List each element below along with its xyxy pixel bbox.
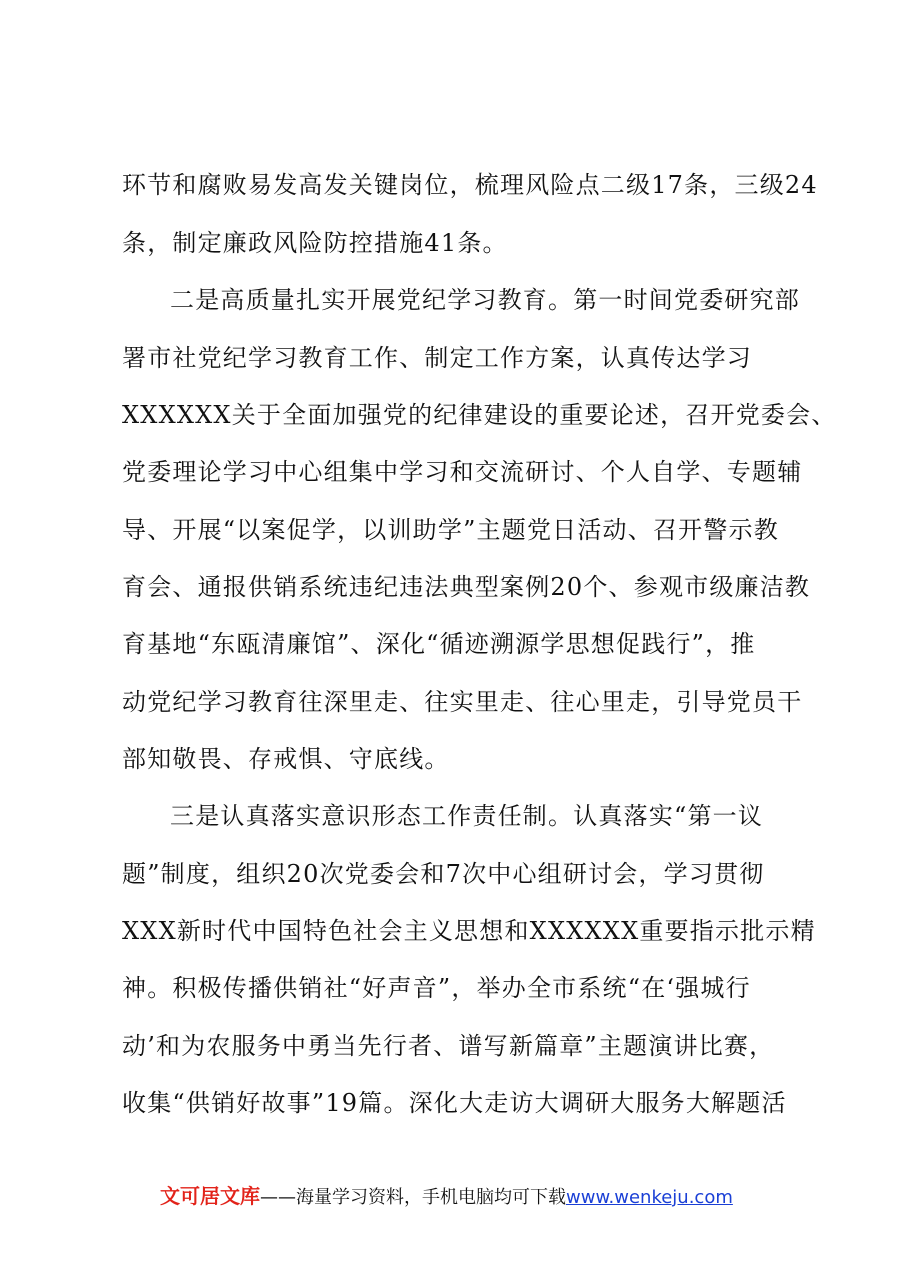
paragraph-line: 条，制定廉政风险防控措施41条。 [122,229,508,257]
footer-tagline: ——海量学习资料，手机电脑均可下载 [260,1187,566,1208]
paragraph-line: 题”制度，组织20次党委会和7次中心组研讨会，学习贯彻 [122,860,765,888]
paragraph-line: 署市社党纪学习教育工作、制定工作方案，认真传达学习 [122,344,752,372]
paragraph-line: 党委理论学习中心组集中学习和交流研讨、个人自学、专题辅 [122,458,803,486]
brand-name: 文可居文库 [160,1184,260,1208]
footer-watermark [160,1180,800,1212]
site-link[interactable]: www.wenkeju.com [566,1187,733,1208]
paragraph-line: 导、开展“以案促学，以训助学”主题党日活动、召开警示教 [122,516,779,544]
paragraph-line: 收集“供销好故事”19篇。深化大走访大调研大服务大解题活 [122,1089,787,1117]
paragraph-line: 神。积极传播供销社“好声音”，举办全市系统“在‘强城行 [122,974,751,1002]
paragraph-line: 三是认真落实意识形态工作责任制。认真落实“第一议 [170,802,764,830]
paragraph-line: 部知敬畏、存戒惧、守底线。 [122,745,450,773]
paragraph-line: 动党纪学习教育往深里走、往实里走、往心里走，引导党员干 [122,688,803,716]
paragraph-line: 二是高质量扎实开展党纪学习教育。第一时间党委研究部 [170,286,800,314]
paragraph-line: 动’和为农服务中勇当先行者、谱写新篇章”主题演讲比赛， [122,1032,775,1060]
paragraph-line: 育会、通报供销系统违纪违法典型案例20个、参观市级廉洁教 [122,573,811,601]
paragraph-line: XXXXXX关于全面加强党的纪律建设的重要论述，召开党委会、 [122,401,837,429]
paragraph-line: 环节和腐败易发高发关键岗位，梳理风险点二级17条，三级24 [122,171,818,199]
paragraph-line: XXX新时代中国特色社会主义思想和XXXXXX重要指示批示精 [122,917,816,945]
paragraph-line: 育基地“东瓯清廉馆”、深化“循迹溯源学思想促践行”，推 [122,630,756,658]
